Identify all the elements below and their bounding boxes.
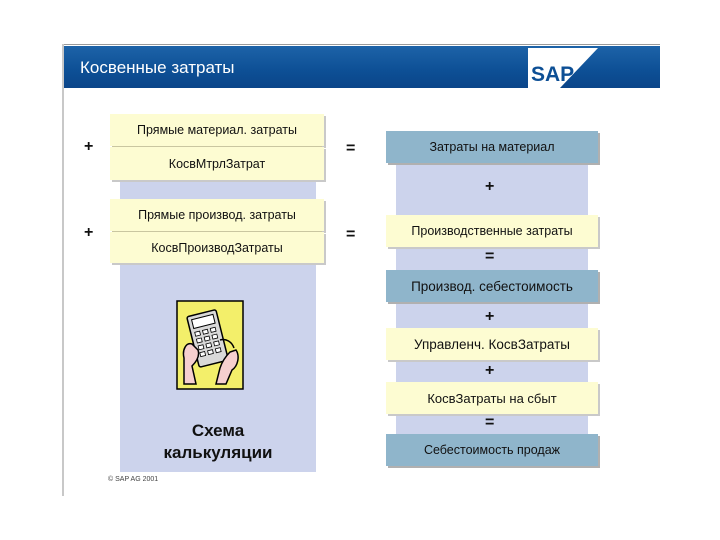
frame-top-line: [62, 44, 660, 45]
calculation-scheme-caption: [120, 420, 316, 464]
equals-sign: =: [346, 226, 356, 243]
calculator-icon: [176, 300, 244, 390]
frame-left-line: [62, 44, 64, 496]
direct-material-costs-box: Прямые материал. затраты: [110, 114, 324, 146]
plus-sign: +: [485, 362, 495, 379]
slide-title: Косвенные затраты: [80, 58, 235, 77]
administration-overhead-box: Управленч. КосвЗатраты: [386, 328, 598, 360]
cost-of-sales-box: Себестоимость продаж: [386, 434, 598, 466]
caption-line-1: Схема: [191, 421, 245, 440]
production-cost-of-goods-box: Производ. себестоимость: [386, 270, 598, 302]
indirect-material-costs-box: КосвМтрлЗатрат: [110, 147, 324, 180]
plus-sign: +: [485, 178, 495, 195]
plus-sign: +: [485, 308, 495, 325]
copyright-notice: © SAP AG 2001: [108, 476, 159, 483]
equals-sign: =: [346, 140, 356, 157]
plus-sign: +: [84, 138, 94, 155]
plus-sign: +: [84, 224, 94, 241]
sap-logo: [528, 48, 598, 88]
sales-overhead-box: КосвЗатраты на сбыт: [386, 382, 598, 414]
indirect-production-costs-box: КосвПроизводЗатраты: [110, 232, 324, 263]
sap-logo-text: SAP: [531, 63, 575, 86]
caption-line-2: калькуляции: [163, 443, 273, 462]
equals-sign: =: [485, 414, 495, 431]
material-costs-box: Затраты на материал: [386, 131, 598, 163]
direct-production-costs-box: Прямые производ. затраты: [110, 199, 324, 231]
equals-sign: =: [485, 248, 495, 265]
production-costs-box: Производственные затраты: [386, 215, 598, 247]
